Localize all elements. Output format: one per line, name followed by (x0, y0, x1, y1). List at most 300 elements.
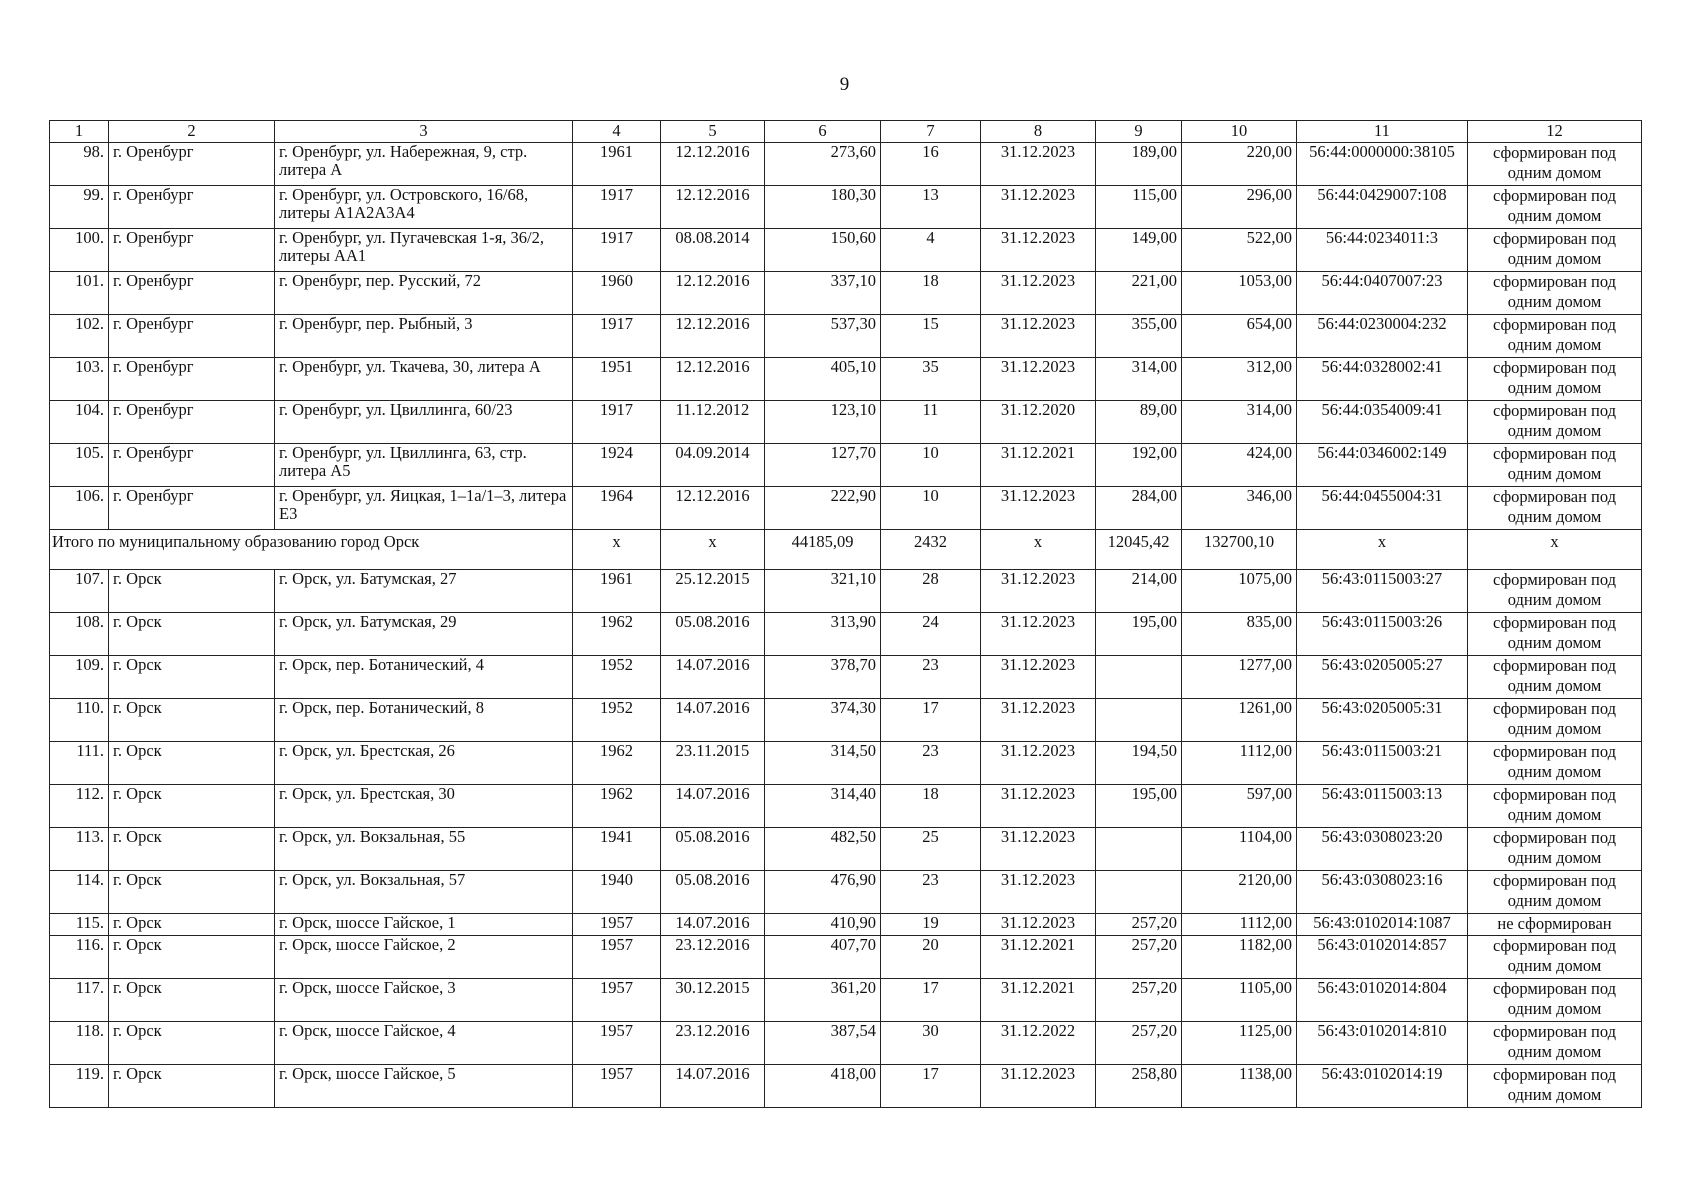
row-number-cell: 101. (50, 272, 109, 315)
resettlement-deadline-cell: 31.12.2023 (981, 358, 1096, 401)
area-cell: 150,60 (765, 229, 881, 272)
residents-cell: 11 (881, 401, 981, 444)
area-cell: 410,90 (765, 914, 881, 936)
cadastral-number-cell: 56:44:0234011:3 (1297, 229, 1468, 272)
cadastral-number-cell: 56:44:0000000:38105 (1297, 143, 1468, 186)
emergency-date-cell: 23.11.2015 (661, 742, 765, 785)
residents-cell: 15 (881, 315, 981, 358)
area-cell: 314,40 (765, 785, 881, 828)
area-cell: 337,10 (765, 272, 881, 315)
table-row (50, 1065, 1642, 1108)
residents-cell: 10 (881, 444, 981, 487)
address-cell: г. Оренбург, ул. Островского, 16/68, литеры А1А2А3А4 (275, 186, 573, 229)
address-cell: г. Орск, ул. Вокзальная, 57 (275, 871, 573, 914)
table-row (50, 444, 1642, 487)
row-number-cell: 106. (50, 487, 109, 530)
land-plot-area-cell: 835,00 (1182, 613, 1297, 656)
residents-cell: 10 (881, 487, 981, 530)
column-header: 7 (881, 121, 981, 143)
land-status-cell: сформирован под одним домом (1468, 936, 1642, 979)
city-cell: г. Орск (109, 656, 275, 699)
land-area-cell: 258,80 (1096, 1065, 1182, 1108)
area-cell: 537,30 (765, 315, 881, 358)
emergency-date-cell: 14.07.2016 (661, 785, 765, 828)
table-row (50, 315, 1642, 358)
column-header: 6 (765, 121, 881, 143)
area-cell: 407,70 (765, 936, 881, 979)
column-header: 4 (573, 121, 661, 143)
land-plot-area-cell: 597,00 (1182, 785, 1297, 828)
address-cell: г. Орск, шоссе Гайское, 2 (275, 936, 573, 979)
area-cell: 313,90 (765, 613, 881, 656)
address-cell: г. Орск, шоссе Гайское, 5 (275, 1065, 573, 1108)
address-cell: г. Оренбург, ул. Набережная, 9, стр. литера А (275, 143, 573, 186)
land-area-cell: 189,00 (1096, 143, 1182, 186)
row-number-cell: 99. (50, 186, 109, 229)
land-area-cell: 195,00 (1096, 613, 1182, 656)
row-number-cell: 102. (50, 315, 109, 358)
resettlement-deadline-cell: 31.12.2023 (981, 742, 1096, 785)
land-status-cell: сформирован под одним домом (1468, 785, 1642, 828)
cadastral-number-cell: 56:43:0115003:13 (1297, 785, 1468, 828)
area-cell: 418,00 (765, 1065, 881, 1108)
row-number-cell: 105. (50, 444, 109, 487)
land-area-cell (1096, 871, 1182, 914)
row-number-cell: 104. (50, 401, 109, 444)
land-status-cell: сформирован под одним домом (1468, 828, 1642, 871)
column-header: 1 (50, 121, 109, 143)
emergency-date-cell: 05.08.2016 (661, 871, 765, 914)
city-cell: г. Орск (109, 871, 275, 914)
area-cell: 273,60 (765, 143, 881, 186)
land-area-cell: 194,50 (1096, 742, 1182, 785)
land-status-cell: сформирован под одним домом (1468, 186, 1642, 229)
city-cell: г. Орск (109, 936, 275, 979)
land-area-cell: 192,00 (1096, 444, 1182, 487)
area-cell: 321,10 (765, 570, 881, 613)
land-area-cell: 221,00 (1096, 272, 1182, 315)
land-area-cell: 214,00 (1096, 570, 1182, 613)
emergency-date-cell: 23.12.2016 (661, 1022, 765, 1065)
residents-cell: 18 (881, 272, 981, 315)
resettlement-deadline-cell: 31.12.2021 (981, 936, 1096, 979)
land-plot-area-cell: 1105,00 (1182, 979, 1297, 1022)
year-built-cell: 1962 (573, 613, 661, 656)
resettlement-deadline-cell: 31.12.2023 (981, 613, 1096, 656)
address-cell: г. Оренбург, ул. Ткачева, 30, литера А (275, 358, 573, 401)
total-cell: x (661, 530, 765, 570)
land-status-cell: сформирован под одним домом (1468, 315, 1642, 358)
resettlement-deadline-cell: 31.12.2021 (981, 979, 1096, 1022)
cadastral-number-cell: 56:43:0102014:1087 (1297, 914, 1468, 936)
row-number-cell: 109. (50, 656, 109, 699)
land-area-cell: 149,00 (1096, 229, 1182, 272)
address-cell: г. Орск, шоссе Гайское, 3 (275, 979, 573, 1022)
resettlement-deadline-cell: 31.12.2023 (981, 1065, 1096, 1108)
emergency-date-cell: 14.07.2016 (661, 914, 765, 936)
table-row (50, 871, 1642, 914)
year-built-cell: 1962 (573, 742, 661, 785)
total-cell: 132700,10 (1182, 530, 1297, 570)
cadastral-number-cell: 56:43:0115003:21 (1297, 742, 1468, 785)
table-row (50, 487, 1642, 530)
resettlement-deadline-cell: 31.12.2023 (981, 229, 1096, 272)
emergency-date-cell: 14.07.2016 (661, 656, 765, 699)
land-plot-area-cell: 1125,00 (1182, 1022, 1297, 1065)
area-cell: 378,70 (765, 656, 881, 699)
table-row (50, 358, 1642, 401)
table-row (50, 828, 1642, 871)
residents-cell: 23 (881, 742, 981, 785)
year-built-cell: 1917 (573, 186, 661, 229)
residents-cell: 30 (881, 1022, 981, 1065)
cadastral-number-cell: 56:44:0354009:41 (1297, 401, 1468, 444)
land-plot-area-cell: 220,00 (1182, 143, 1297, 186)
cadastral-number-cell: 56:43:0102014:857 (1297, 936, 1468, 979)
land-status-cell: не сформирован (1468, 914, 1642, 936)
land-plot-area-cell: 424,00 (1182, 444, 1297, 487)
resettlement-deadline-cell: 31.12.2023 (981, 315, 1096, 358)
address-cell: г. Оренбург, ул. Цвиллинга, 63, стр. литера А5 (275, 444, 573, 487)
land-status-cell: сформирован под одним домом (1468, 143, 1642, 186)
page-number: 9 (839, 74, 850, 95)
column-header: 8 (981, 121, 1096, 143)
city-cell: г. Оренбург (109, 272, 275, 315)
resettlement-deadline-cell: 31.12.2023 (981, 914, 1096, 936)
year-built-cell: 1960 (573, 272, 661, 315)
year-built-cell: 1917 (573, 401, 661, 444)
area-cell: 387,54 (765, 1022, 881, 1065)
residents-cell: 13 (881, 186, 981, 229)
year-built-cell: 1957 (573, 914, 661, 936)
emergency-date-cell: 12.12.2016 (661, 487, 765, 530)
row-number-cell: 100. (50, 229, 109, 272)
emergency-date-cell: 12.12.2016 (661, 315, 765, 358)
year-built-cell: 1962 (573, 785, 661, 828)
year-built-cell: 1952 (573, 699, 661, 742)
resettlement-deadline-cell: 31.12.2023 (981, 186, 1096, 229)
column-header: 5 (661, 121, 765, 143)
land-area-cell: 195,00 (1096, 785, 1182, 828)
row-number-cell: 110. (50, 699, 109, 742)
address-cell: г. Орск, шоссе Гайское, 4 (275, 1022, 573, 1065)
area-cell: 180,30 (765, 186, 881, 229)
land-area-cell (1096, 699, 1182, 742)
address-cell: г. Орск, ул. Брестская, 26 (275, 742, 573, 785)
cadastral-number-cell: 56:44:0328002:41 (1297, 358, 1468, 401)
city-cell: г. Оренбург (109, 401, 275, 444)
cadastral-number-cell: 56:43:0102014:810 (1297, 1022, 1468, 1065)
emergency-date-cell: 30.12.2015 (661, 979, 765, 1022)
address-cell: г. Орск, ул. Вокзальная, 55 (275, 828, 573, 871)
table-row (50, 613, 1642, 656)
city-cell: г. Орск (109, 570, 275, 613)
table-row (50, 936, 1642, 979)
address-cell: г. Оренбург, ул. Яицкая, 1–1а/1–3, литера Е3 (275, 487, 573, 530)
emergency-date-cell: 25.12.2015 (661, 570, 765, 613)
total-section (50, 530, 1642, 570)
row-number-cell: 114. (50, 871, 109, 914)
year-built-cell: 1940 (573, 871, 661, 914)
emergency-date-cell: 04.09.2014 (661, 444, 765, 487)
city-cell: г. Орск (109, 979, 275, 1022)
city-cell: г. Оренбург (109, 358, 275, 401)
land-status-cell: сформирован под одним домом (1468, 871, 1642, 914)
land-area-cell: 257,20 (1096, 936, 1182, 979)
land-area-cell: 257,20 (1096, 1022, 1182, 1065)
emergency-date-cell: 12.12.2016 (661, 186, 765, 229)
housing-register-table (49, 120, 1642, 1108)
land-plot-area-cell: 1261,00 (1182, 699, 1297, 742)
row-number-cell: 103. (50, 358, 109, 401)
area-cell: 314,50 (765, 742, 881, 785)
area-cell: 476,90 (765, 871, 881, 914)
table-row (50, 143, 1642, 186)
table-row (50, 186, 1642, 229)
resettlement-deadline-cell: 31.12.2023 (981, 570, 1096, 613)
land-area-cell (1096, 656, 1182, 699)
resettlement-deadline-cell: 31.12.2023 (981, 871, 1096, 914)
land-area-cell (1096, 828, 1182, 871)
land-plot-area-cell: 1182,00 (1182, 936, 1297, 979)
residents-cell: 16 (881, 143, 981, 186)
year-built-cell: 1917 (573, 229, 661, 272)
column-header: 12 (1468, 121, 1642, 143)
cadastral-number-cell: 56:44:0346002:149 (1297, 444, 1468, 487)
resettlement-deadline-cell: 31.12.2023 (981, 143, 1096, 186)
resettlement-deadline-cell: 31.12.2022 (981, 1022, 1096, 1065)
row-number-cell: 119. (50, 1065, 109, 1108)
city-cell: г. Орск (109, 742, 275, 785)
land-plot-area-cell: 1112,00 (1182, 742, 1297, 785)
row-number-cell: 112. (50, 785, 109, 828)
land-status-cell: сформирован под одним домом (1468, 444, 1642, 487)
area-cell: 482,50 (765, 828, 881, 871)
resettlement-deadline-cell: 31.12.2020 (981, 401, 1096, 444)
total-cell: 2432 (881, 530, 981, 570)
residents-cell: 18 (881, 785, 981, 828)
total-cell: 44185,09 (765, 530, 881, 570)
row-number-cell: 107. (50, 570, 109, 613)
year-built-cell: 1957 (573, 979, 661, 1022)
cadastral-number-cell: 56:43:0102014:804 (1297, 979, 1468, 1022)
city-cell: г. Орск (109, 828, 275, 871)
row-number-cell: 117. (50, 979, 109, 1022)
residents-cell: 20 (881, 936, 981, 979)
land-area-cell: 257,20 (1096, 914, 1182, 936)
column-header: 9 (1096, 121, 1182, 143)
total-cell: x (981, 530, 1096, 570)
table-row (50, 914, 1642, 936)
city-cell: г. Орск (109, 914, 275, 936)
column-header: 2 (109, 121, 275, 143)
year-built-cell: 1964 (573, 487, 661, 530)
residents-cell: 23 (881, 871, 981, 914)
year-built-cell: 1957 (573, 936, 661, 979)
land-status-cell: сформирован под одним домом (1468, 1065, 1642, 1108)
year-built-cell: 1952 (573, 656, 661, 699)
year-built-cell: 1917 (573, 315, 661, 358)
table-row (50, 785, 1642, 828)
address-cell: г. Орск, шоссе Гайское, 1 (275, 914, 573, 936)
row-number-cell: 113. (50, 828, 109, 871)
area-cell: 405,10 (765, 358, 881, 401)
residents-cell: 17 (881, 1065, 981, 1108)
table-row (50, 656, 1642, 699)
row-number-cell: 118. (50, 1022, 109, 1065)
land-area-cell: 257,20 (1096, 979, 1182, 1022)
resettlement-deadline-cell: 31.12.2023 (981, 487, 1096, 530)
row-number-cell: 116. (50, 936, 109, 979)
year-built-cell: 1924 (573, 444, 661, 487)
land-plot-area-cell: 2120,00 (1182, 871, 1297, 914)
total-row (50, 530, 1642, 570)
resettlement-deadline-cell: 31.12.2023 (981, 656, 1096, 699)
total-cell: x (1297, 530, 1468, 570)
address-cell: г. Оренбург, ул. Цвиллинга, 60/23 (275, 401, 573, 444)
residents-cell: 28 (881, 570, 981, 613)
land-plot-area-cell: 314,00 (1182, 401, 1297, 444)
land-plot-area-cell: 522,00 (1182, 229, 1297, 272)
area-cell: 361,20 (765, 979, 881, 1022)
residents-cell: 19 (881, 914, 981, 936)
emergency-date-cell: 23.12.2016 (661, 936, 765, 979)
city-cell: г. Оренбург (109, 186, 275, 229)
resettlement-deadline-cell: 31.12.2023 (981, 699, 1096, 742)
cadastral-number-cell: 56:43:0205005:27 (1297, 656, 1468, 699)
cadastral-number-cell: 56:43:0205005:31 (1297, 699, 1468, 742)
total-cell: x (573, 530, 661, 570)
cadastral-number-cell: 56:44:0455004:31 (1297, 487, 1468, 530)
land-plot-area-cell: 296,00 (1182, 186, 1297, 229)
land-status-cell: сформирован под одним домом (1468, 272, 1642, 315)
emergency-date-cell: 12.12.2016 (661, 143, 765, 186)
table-row (50, 229, 1642, 272)
emergency-date-cell: 14.07.2016 (661, 1065, 765, 1108)
city-cell: г. Оренбург (109, 444, 275, 487)
land-area-cell: 284,00 (1096, 487, 1182, 530)
city-cell: г. Оренбург (109, 229, 275, 272)
row-number-cell: 98. (50, 143, 109, 186)
address-cell: г. Оренбург, ул. Пугачевская 1-я, 36/2, литеры АА1 (275, 229, 573, 272)
address-cell: г. Оренбург, пер. Русский, 72 (275, 272, 573, 315)
city-cell: г. Орск (109, 1022, 275, 1065)
land-status-cell: сформирован под одним домом (1468, 401, 1642, 444)
city-cell: г. Орск (109, 699, 275, 742)
land-area-cell: 115,00 (1096, 186, 1182, 229)
land-plot-area-cell: 1112,00 (1182, 914, 1297, 936)
address-cell: г. Орск, ул. Батумская, 27 (275, 570, 573, 613)
row-number-cell: 115. (50, 914, 109, 936)
emergency-date-cell: 12.12.2016 (661, 358, 765, 401)
year-built-cell: 1951 (573, 358, 661, 401)
land-plot-area-cell: 1138,00 (1182, 1065, 1297, 1108)
area-cell: 222,90 (765, 487, 881, 530)
land-plot-area-cell: 1053,00 (1182, 272, 1297, 315)
land-plot-area-cell: 312,00 (1182, 358, 1297, 401)
table-row (50, 570, 1642, 613)
city-cell: г. Орск (109, 1065, 275, 1108)
city-cell: г. Оренбург (109, 487, 275, 530)
address-cell: г. Орск, ул. Брестская, 30 (275, 785, 573, 828)
address-cell: г. Оренбург, пер. Рыбный, 3 (275, 315, 573, 358)
column-header: 10 (1182, 121, 1297, 143)
land-plot-area-cell: 1075,00 (1182, 570, 1297, 613)
city-cell: г. Оренбург (109, 143, 275, 186)
row-number-cell: 108. (50, 613, 109, 656)
address-cell: г. Орск, ул. Батумская, 29 (275, 613, 573, 656)
resettlement-deadline-cell: 31.12.2023 (981, 272, 1096, 315)
resettlement-deadline-cell: 31.12.2021 (981, 444, 1096, 487)
cadastral-number-cell: 56:43:0102014:19 (1297, 1065, 1468, 1108)
cadastral-number-cell: 56:43:0115003:27 (1297, 570, 1468, 613)
column-number-row (50, 121, 1642, 143)
address-cell: г. Орск, пер. Ботанический, 4 (275, 656, 573, 699)
residents-cell: 17 (881, 979, 981, 1022)
land-status-cell: сформирован под одним домом (1468, 742, 1642, 785)
resettlement-deadline-cell: 31.12.2023 (981, 828, 1096, 871)
residents-cell: 17 (881, 699, 981, 742)
row-number-cell: 111. (50, 742, 109, 785)
emergency-date-cell: 11.12.2012 (661, 401, 765, 444)
land-status-cell: сформирован под одним домом (1468, 570, 1642, 613)
residents-cell: 23 (881, 656, 981, 699)
residents-cell: 24 (881, 613, 981, 656)
emergency-date-cell: 05.08.2016 (661, 828, 765, 871)
city-cell: г. Оренбург (109, 315, 275, 358)
year-built-cell: 1957 (573, 1065, 661, 1108)
cadastral-number-cell: 56:44:0230004:232 (1297, 315, 1468, 358)
city-cell: г. Орск (109, 613, 275, 656)
cadastral-number-cell: 56:43:0308023:16 (1297, 871, 1468, 914)
table-row (50, 699, 1642, 742)
resettlement-deadline-cell: 31.12.2023 (981, 785, 1096, 828)
total-cell: x (1468, 530, 1642, 570)
emergency-date-cell: 08.08.2014 (661, 229, 765, 272)
land-status-cell: сформирован под одним домом (1468, 487, 1642, 530)
cadastral-number-cell: 56:44:0407007:23 (1297, 272, 1468, 315)
emergency-date-cell: 14.07.2016 (661, 699, 765, 742)
residents-cell: 4 (881, 229, 981, 272)
land-status-cell: сформирован под одним домом (1468, 979, 1642, 1022)
land-status-cell: сформирован под одним домом (1468, 229, 1642, 272)
land-status-cell: сформирован под одним домом (1468, 699, 1642, 742)
cadastral-number-cell: 56:43:0308023:20 (1297, 828, 1468, 871)
orenburg-rows (50, 143, 1642, 530)
land-plot-area-cell: 1104,00 (1182, 828, 1297, 871)
area-cell: 374,30 (765, 699, 881, 742)
land-status-cell: сформирован под одним домом (1468, 1022, 1642, 1065)
table-row (50, 742, 1642, 785)
area-cell: 127,70 (765, 444, 881, 487)
orsk-rows (50, 570, 1642, 1108)
land-status-cell: сформирован под одним домом (1468, 358, 1642, 401)
cadastral-number-cell: 56:43:0115003:26 (1297, 613, 1468, 656)
total-label: Итого по муниципальному образованию город Орск (50, 530, 573, 570)
land-plot-area-cell: 654,00 (1182, 315, 1297, 358)
area-cell: 123,10 (765, 401, 881, 444)
residents-cell: 25 (881, 828, 981, 871)
column-header: 3 (275, 121, 573, 143)
table-row (50, 272, 1642, 315)
year-built-cell: 1957 (573, 1022, 661, 1065)
land-area-cell: 355,00 (1096, 315, 1182, 358)
total-cell: 12045,42 (1096, 530, 1182, 570)
land-plot-area-cell: 1277,00 (1182, 656, 1297, 699)
city-cell: г. Орск (109, 785, 275, 828)
land-area-cell: 89,00 (1096, 401, 1182, 444)
table-row (50, 401, 1642, 444)
